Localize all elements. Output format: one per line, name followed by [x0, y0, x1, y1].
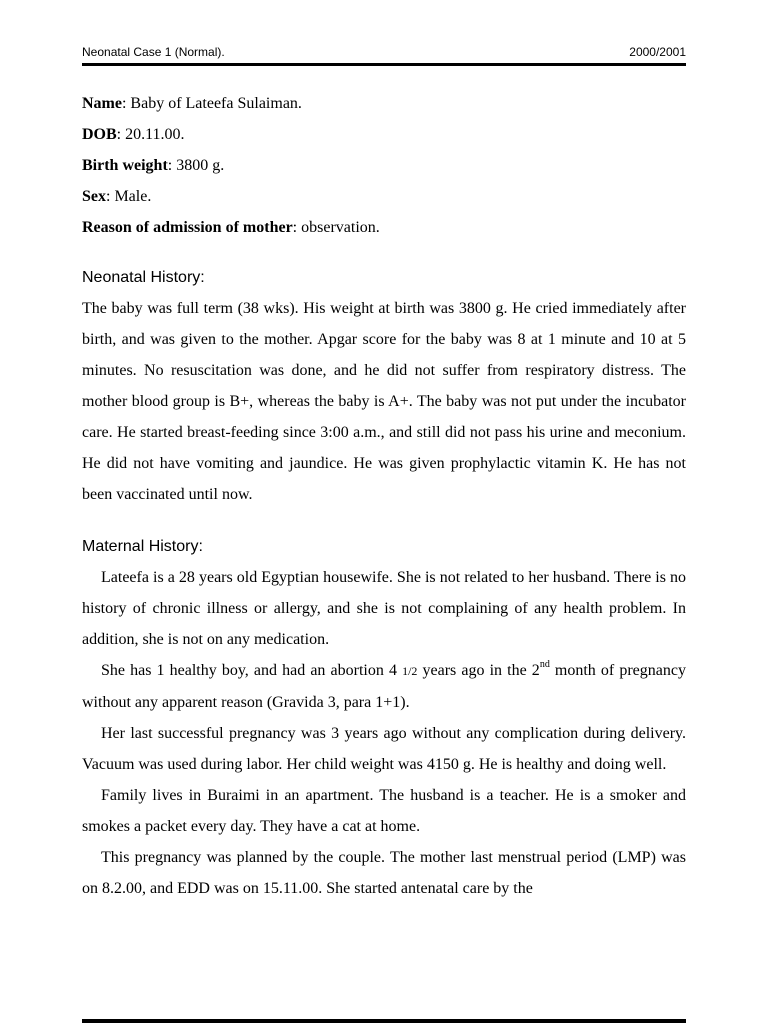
name-value: : Baby of Lateefa Sulaiman.	[121, 95, 302, 112]
page-header	[82, 45, 686, 63]
footer-rule	[82, 1019, 686, 1023]
maternal-paragraph-2	[82, 655, 686, 718]
birth-weight-value: : 3800 g.	[167, 157, 225, 174]
maternal-p2-text-c: month of pregnancy without any apparent reason (Gravida 3, para 1+1).	[82, 662, 686, 711]
reason-label: Reason of admission of mother	[82, 219, 293, 236]
header-year: 2000/2001	[629, 45, 686, 59]
maternal-paragraph-4: Family lives in Buraimi in an apartment. The husband is a teacher. He is a smoker and smokes a packet every day. They have a cat at home.	[82, 787, 686, 835]
header-title: Neonatal Case 1 (Normal).	[82, 45, 225, 59]
name-field	[82, 88, 686, 119]
sex-field	[82, 181, 686, 212]
name-label: Name	[82, 95, 122, 112]
dob-field	[82, 119, 686, 150]
reason-field	[82, 212, 686, 243]
dob-value: : 20.11.00.	[116, 126, 185, 143]
maternal-p2-fraction: 1/2	[402, 664, 418, 678]
header-rule	[82, 63, 686, 66]
document-body	[82, 88, 686, 904]
reason-value: : observation.	[292, 219, 380, 236]
maternal-p2-text-a: She has 1 healthy boy, and had an abortion 4	[101, 662, 403, 679]
maternal-paragraph-1: Lateefa is a 28 years old Egyptian housewife. She is not related to her husband. There is no history of chronic illness or allergy, and she is not complaining of any health problem. In addition, she is not on any medication.	[82, 569, 686, 648]
birth-weight-field	[82, 150, 686, 181]
neonatal-history-text: The baby was full term (38 wks). His weight at birth was 3800 g. He cried immediately after birth, and was given to the mother. Apgar score for the baby was 8 at 1 minute and 10 at 5 minutes. No resuscitation was done, and he did not suffer from respiratory distress. The mother blood group is B+, whereas the baby is A+. The baby was not put under the incubator care. He started breast-feeding since 3:00 a.m., and still did not pass his urine and meconium. He did not have vomiting and jaundice. He was given prophylactic vitamin K. He has not been vaccinated until now.	[82, 300, 686, 503]
birth-weight-label: Birth weight	[82, 157, 168, 174]
sex-value: : Male.	[106, 188, 152, 205]
sex-label: Sex	[82, 188, 106, 205]
maternal-p2-text-b: years ago in the 2	[417, 662, 540, 679]
neonatal-history-heading: Neonatal History:	[82, 269, 205, 286]
maternal-paragraph-3: Her last successful pregnancy was 3 years ago without any complication during delivery. Vacuum was used during labor. Her child weight was 4150 g. He is healthy and doing well.	[82, 725, 686, 773]
maternal-paragraph-5: This pregnancy was planned by the couple. The mother last menstrual period (LMP) was on 8.2.00, and EDD was on 15.11.00. She started antenatal care by the	[82, 849, 686, 897]
maternal-p2-ordinal: nd	[539, 658, 550, 670]
dob-label: DOB	[82, 126, 117, 143]
maternal-history-heading: Maternal History:	[82, 538, 203, 555]
